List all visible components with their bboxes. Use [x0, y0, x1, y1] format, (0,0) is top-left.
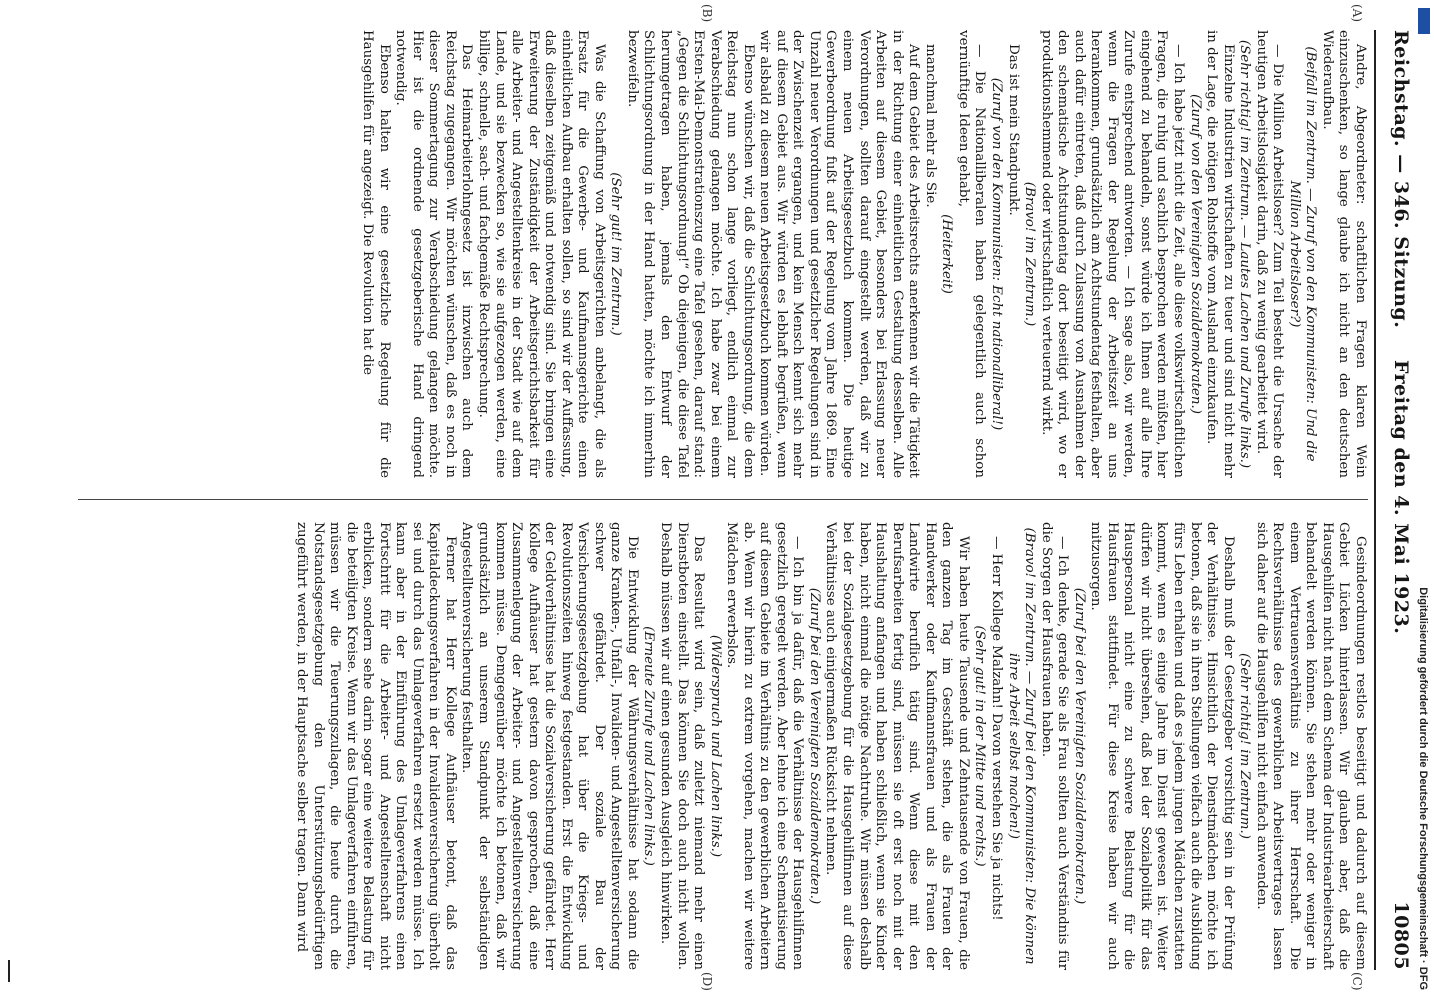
- margin-mark-a: (A): [1350, 4, 1364, 23]
- paragraph: (Zuruf von den Vereinigten Sozialdemokraten.): [1187, 94, 1203, 414]
- digitization-credit: [1414, 10, 1432, 990]
- paragraph: manchmal mehr als Sie.: [922, 44, 938, 208]
- page-header: [1374, 30, 1416, 970]
- paragraph: Was die Schaffung von Arbeitsgerichten anbelangt, die als Ersatz für die Gewerbe- und Kaufmannsgerichte einen einheitlichen Aufbau erhalten sollen, so sind wir der Auffassung, daß dieselben zeitgemäß und notwendig sind. Sie bringen eine Erweiterung der Zuständigkeit der Arbeitsgerichtsbarkeit für alle Arbeiter- und Angestelltenkreise in der Stadt wie auf dem Lande, und sie bezwecken so, wie sie aufgezogen werden, eine billige, schnelle, sach- und fachgemäße Rechtsprechung.: [476, 30, 607, 478]
- header-session: Reichstag. — 346. Sitzung.: [1390, 30, 1412, 329]
- paragraph: (Sehr richtig! im Zentrum.): [1237, 653, 1253, 839]
- paragraph: (Widerspruch und Lachen links.): [707, 634, 723, 858]
- scan-mark: [8, 960, 10, 982]
- paragraph: (Zuruf bei den Vereinigten Sozialdemokraten.): [806, 587, 822, 905]
- paragraph: Die Entwicklung der Währungsverhältnisse hat sodann die ganze Kranken-, Unfall-, Invaliden- und Angestelltenversicherung schwer gefährdet. Der soziale Bau der Versicherungsgesetzgebung hat über die Kriegs- und Revolutionszeiten hinweg festgestanden. Erst die Entwicklung der Geldverhältnisse hat die Sozialversicherung gefährdet. Herr Kollege Aufhäuser hat gestern davon gesprochen, daß eine Zusammenlegung der Arbeiter- und Angestelltenversicherung kommen müsse. Demgegenüber möchte ich betonen, daß wir grundsätzlich an unserem Standpunkt der selbständigen Angestelltenversicherung festhalten.: [459, 522, 640, 970]
- margin-mark-c: (C): [1350, 972, 1364, 991]
- left-text-column: [78, 30, 1368, 478]
- paragraph: Das Resultat wird sein, daß zuletzt niemand mehr einen Dienstboten einstellt. Das können Sie doch auch nicht wollen. Deshalb müssen wir auf einen gesunden Ausgleich hinwirken.: [658, 522, 707, 970]
- paragraph: (Heiterkeit): [939, 214, 955, 294]
- paragraph: — Ich denke, gerade Sie als Frau sollten auch Verständnis für die Sorgen der Hausfrauen haben.: [1038, 522, 1071, 970]
- paragraph: Andre, Abgeordneter: schaftlichen Fragen klaren Wein einzuschenken, so lange glaube ich nicht an den deutschen Wiederaufbau.: [1319, 30, 1368, 478]
- paragraph: — Die Million Arbeitsloser? Zum Teil besteht die Ursache der heutigen Arbeitslosigkeit darin, daß zu wenig gearbeitet wird.: [1253, 30, 1286, 478]
- paragraph: — Ich bin ja dafür, daß die Verhältnisse der Hausgehilfinnen gesetzlich geregelt werden. Aber lehne ich eine Schematisierung auf diesem Gebiete im Verhältnis zu den gewerblichen Arbeitern ab. Wenn wir hierin zu extrem vorgehen, machen wir weitere Mädchen erwerbslos.: [724, 522, 806, 970]
- paragraph: Wir haben heute Tausende und Zehntausende von Frauen, die den ganzen Tag im Geschäft stehen, die als Frauen der Handwerker oder Kaufmannsfrauen und als Frauen der Landwirte beruflich tätig sind. Wenn diese mit den Berufsarbeiten fertig sind, müssen sie oft erst noch mit der Haushaltung anfangen und haben schließlich, wenn sie Kinder haben, nicht einmal die nötige Nachtruhe. Wir müssen deshalb bei der Sozialgesetzgebung für die Hausgehilfinnen auf diese Verhältnisse auch einigermaßen Rücksicht nehmen.: [823, 522, 971, 970]
- credit-text: Digitalisierung gefördert durch die Deutsche Forschungsgemeinschaft · DFG: [1417, 587, 1429, 990]
- paragraph: — Die Nationalliberalen haben gelegentlich auch schon vernünftige Ideen gehabt,: [955, 30, 988, 478]
- paragraph: Deshalb muß der Gesetzgeber vorsichtig sein in der Prüfung der Verhältnisse. Hinsichtlich der Dienstmädchen möchte ich betonen, daß sie in ihren Stellungen vielfach auch die Ausbildung fürs Leben erhalten und daß es jedem jungen Mädchen zustatten kommt, wenn es einige Jahre im Dienst gewesen ist. Weiter dürfen wir nicht übersehen, daß bei der Sozialpolitik für das Hauspersonal nicht eine zu schwere Belastung für die Hausfrauen stattfindet. Für diese Kreise haben wir auch mitzusorgen.: [1088, 522, 1236, 970]
- paragraph: — Herr Kollege Malzahn! Davon verstehen Sie ja nichts!: [988, 536, 1004, 921]
- paragraph: (Bravo! im Zentrum.): [1022, 181, 1038, 327]
- paragraph: (Sehr gut! in der Mitte und rechts.): [972, 625, 988, 867]
- paragraph: Auf dem Gebiet des Arbeitsrechts anerkennen wir die Tätigkeit in der Richtung einer einheitlichen Gestaltung desselben. Alle Arbeiten auf diesem Gebiet, besonders bei Erlassung neuer Verordnungen, sollten darauf eingestellt werden, daß wir zu einem neuen Arbeitsgesetzbuch kommen. Die heutige Gewerbeordnung fußt auf der Regelung vom Jahre 1869. Eine Unzahl neuer Verordnungen und gesetzlicher Regelungen sind in der Zwischenzeit ergangen, und kein Mensch kennt sich mehr auf diesem Gebiet aus. Wir würden es lebhaft begrüßen, wenn wir alsbald zu diesem neuen Arbeitsgesetzbuch kommen würden.: [757, 30, 922, 478]
- paragraph: Ebenso halten wir eine gesetzliche Regelung für die Hausgehilfen für angezeigt. Die Revolution hat die: [360, 30, 392, 478]
- paragraph: (Zuruf bei den Vereinigten Sozialdemokraten.): [1071, 587, 1087, 905]
- column-divider: [78, 499, 1368, 500]
- margin-mark-b: (B): [700, 4, 714, 23]
- paragraph: (Bravo! im Zentrum. — Zuruf bei den Kommunisten: Die können ihre Arbeit selbst machen!): [1005, 527, 1038, 965]
- header-date: Freitag den 4. Mai 1923.: [1390, 360, 1412, 635]
- right-text-column: [78, 522, 1368, 970]
- page-number: 10805: [1390, 901, 1412, 970]
- paragraph: Das ist mein Standpunkt.: [1005, 44, 1021, 216]
- paragraph: Einzelne Industrien wirtschaften zu teuer und sind nicht mehr in der Lage, die nötigen Rohstoffe vom Ausland einzukaufen.: [1204, 30, 1236, 478]
- paragraph: — Ich habe jetzt nicht die Zeit, alle diese volkswirtschaftlichen Fragen, die ruhig und sachlich besprochen werden müßten, hier eingehend zu behandeln, sonst würde ich Ihnen auf alle Ihre Zurufe entsprechend antworten. — Ich sage also, wir werden, wenn die Fragen der Regelung der Arbeitszeit an uns herankommen, grundsätzlich am Achtstundentag festhalten, aber auch dafür eintreten, daß durch Zulassung von Ausnahmen der den schematische Achtstundentag dort beseitigt wird, wo er produktionshemmend oder wirtschaftlich verteuernd wirkt.: [1038, 30, 1186, 478]
- paragraph: (Sehr gut! im Zentrum.): [608, 172, 624, 336]
- paragraph: (Beifall im Zentrum. — Zuruf von den Kommunisten: Und die Million Arbeitsloser?): [1286, 46, 1319, 462]
- paragraph: (Zuruf von den Kommunisten: Echt nationalliberal!): [988, 77, 1004, 431]
- paragraph: Gesindeordnungen restlos beseitigt und dadurch auf diesem Gebiet Lücken hinterlassen. Wir glauben aber, daß die Hausgehilfen nicht nach dem Schema der Industriearbeiterschaft behandelt werden können. Sie stehen mehr oder weniger in einem Vertrauensverhältnis zu ihrer Herrschaft. Die Rechtsverhältnisse des gewerblichen Arbeitsvertrages lassen sich daher auf die Hausgehilfen nicht einfach anwenden.: [1253, 522, 1368, 970]
- margin-mark-d: (D): [700, 972, 714, 991]
- paragraph: Ebenso wünschen wir, daß die Schlichtungsordnung, die dem Reichstag nun schon lange vorliegt, endlich einmal zur Verabschiedung gelangen möchte. Ich habe zwar bei einem Ersten-Mai-Demonstrationszug eine Tafel gesehen, darauf stand: „Gegen die Schlichtungsordnung!“ Ob diejenigen, die diese Tafel herumgetragen haben, jemals den Entwurf der Schlichtungsordnung in der Hand hatten, möchte ich immerhin bezweifeln.: [624, 30, 756, 478]
- paragraph: Ferner hat Herr Kollege Aufhäuser betont, daß das Kapitaldeckungsverfahren in der Invalidenversicherung überholt sei und durch das Umlageverfahren ersetzt werden müsse. Ich kann aber in der Einführung des Umlageverfahrens einen Fortschritt für die Arbeiter- und Angestelltenschaft nicht erblicken, sondern sehe darin sogar eine weitere Belastung für die beteiligten Kreise. Wenn wir das Umlageverfahren einführen, müssen wir die Teuerungszulagen, die heute durch die Notstandsgesetzgebung den Unterstützungsbedürftigen zugeführt werden, in der Hauptsache selber tragen. Dann wird: [294, 522, 458, 970]
- paragraph: (Sehr richtig! im Zentrum. — Lautes Lachen und Zurufe links.): [1237, 39, 1253, 469]
- paragraph: Das Heimarbeiterlohngesetz ist inzwischen auch dem Reichstag zugegangen. Wir möchten wünschen, daß es noch in dieser Sommertagung zur Verabschiedung gelangen möchte. Hier ist die ordnende gesetzgeberische Hand dringend notwendig.: [393, 30, 475, 478]
- paragraph: (Erneute Zurufe und Lachen links.): [641, 626, 657, 866]
